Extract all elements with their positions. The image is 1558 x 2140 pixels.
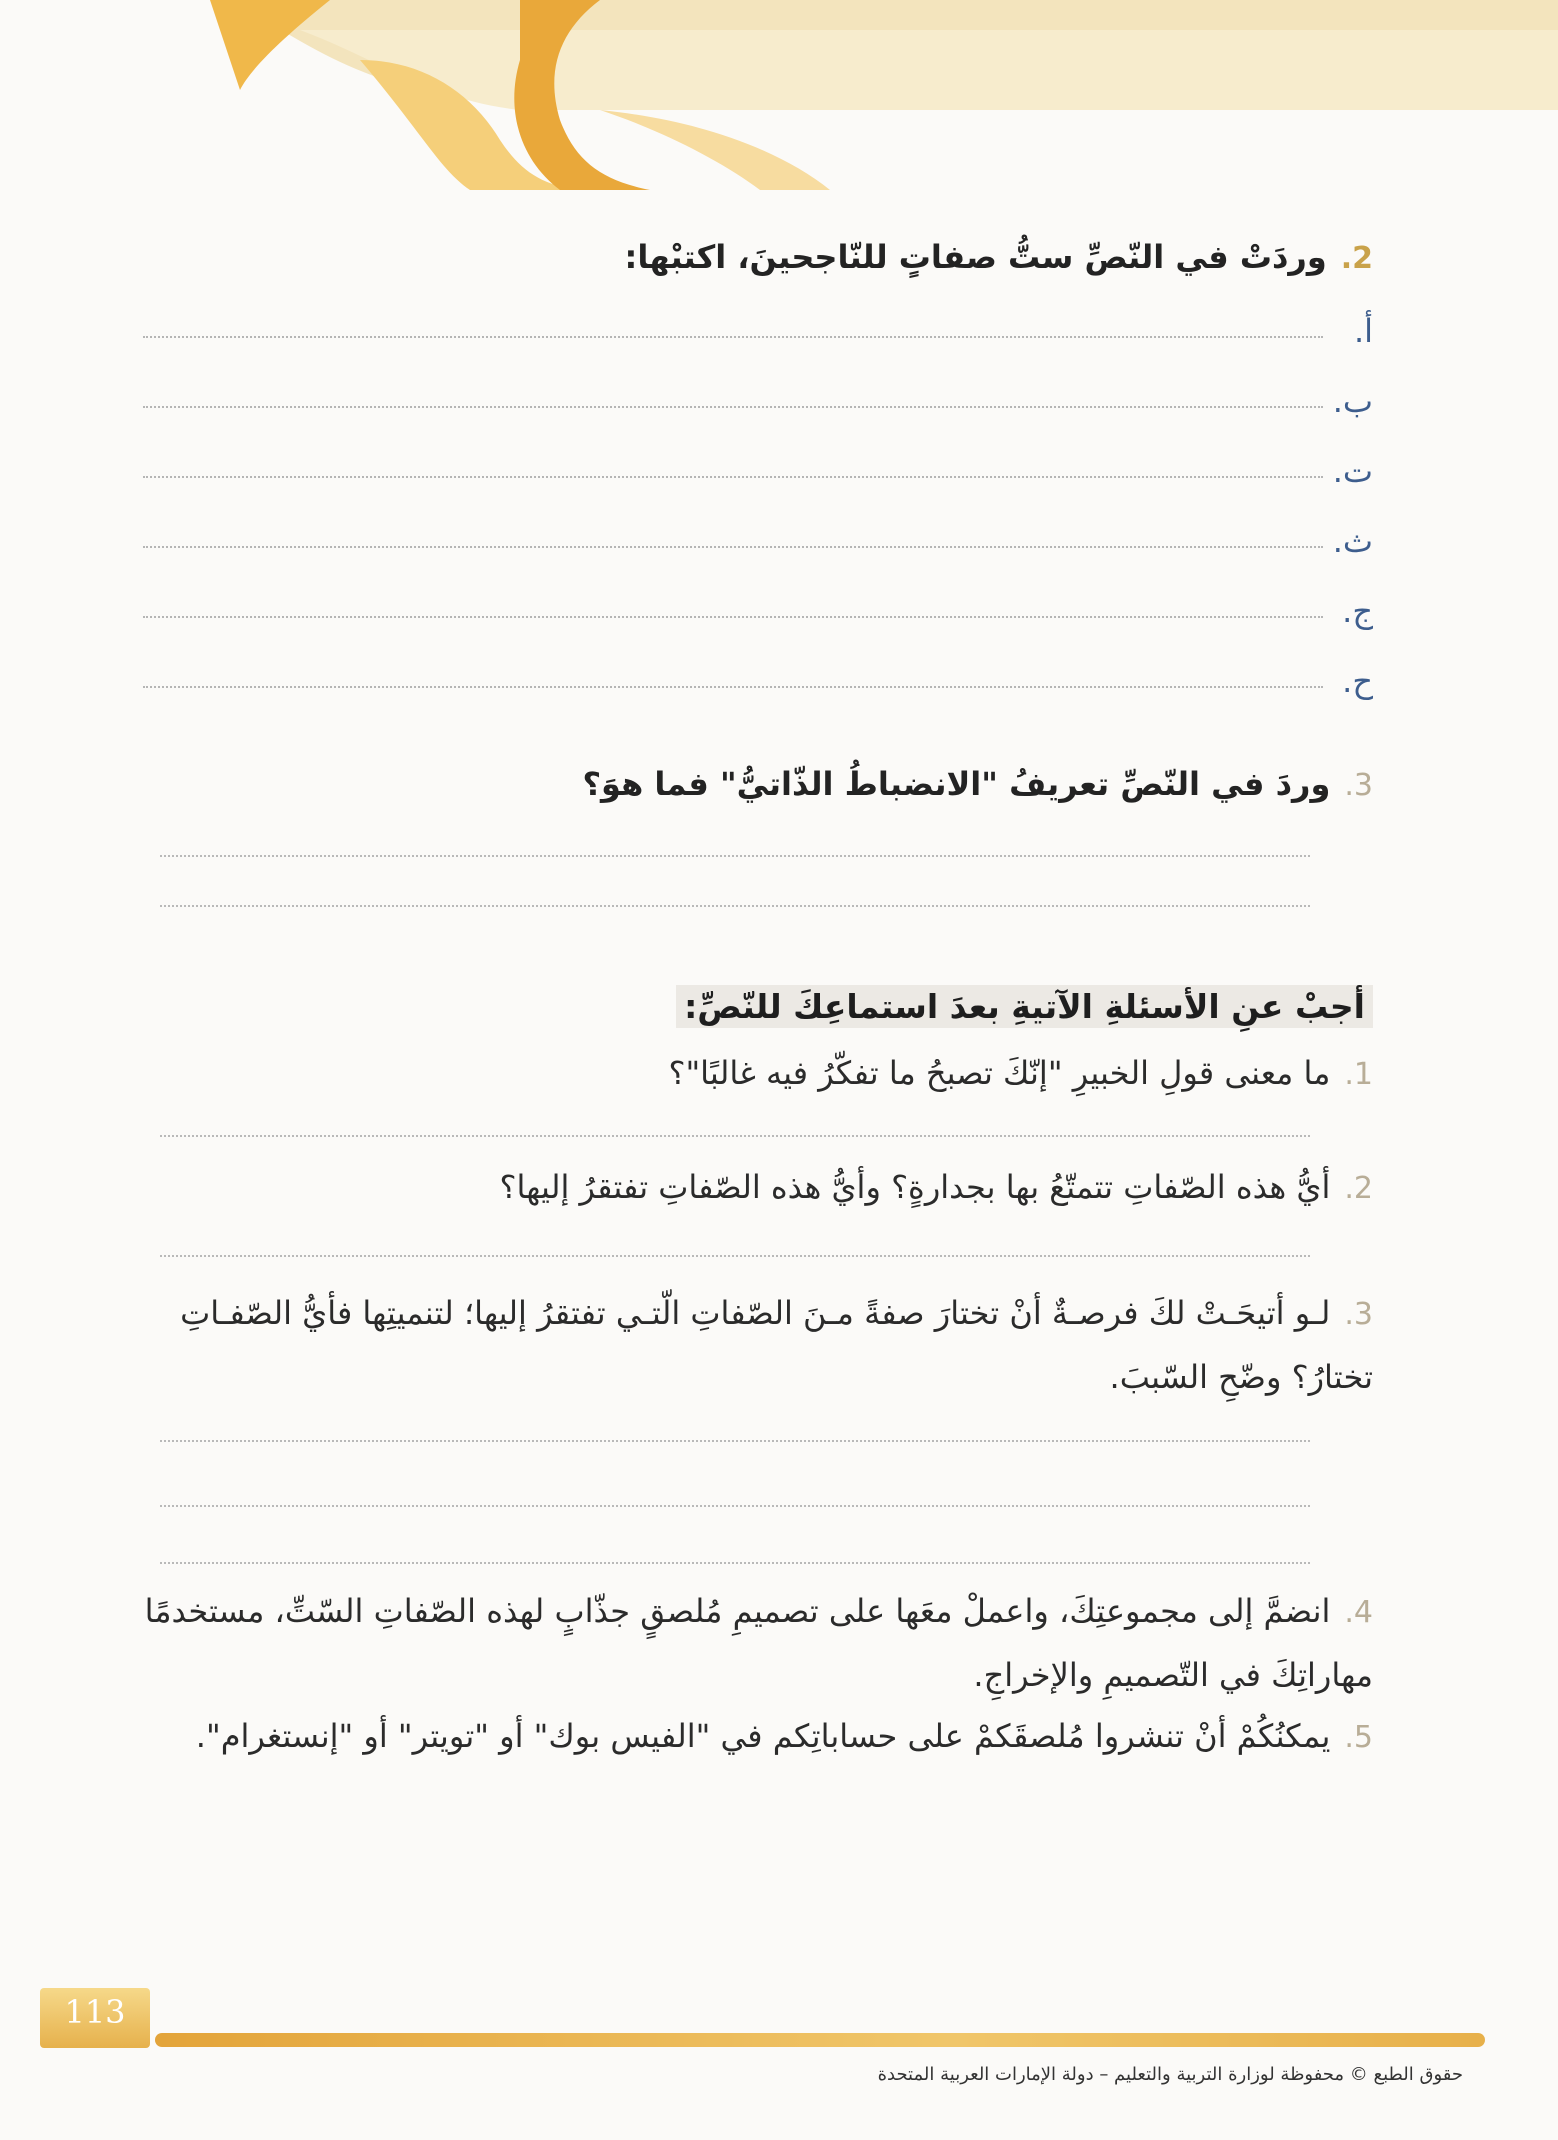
listening-question-3 <box>143 1282 1373 1408</box>
answer-line[interactable] <box>160 1255 1310 1257</box>
answer-line[interactable] <box>160 1440 1310 1442</box>
question-text: أيُّ هذه الصّفاتِ تتمتّعُ بها بجدارةٍ؟ وأيُّ هذه الصّفاتِ تفتقرُ إليها؟ <box>499 1168 1331 1206</box>
answer-letter: أ. <box>1353 312 1373 350</box>
answer-line[interactable] <box>160 1135 1310 1137</box>
answer-line-t[interactable] <box>143 440 1373 490</box>
question-2-heading <box>625 238 1373 276</box>
footer-bar <box>155 2033 1485 2047</box>
answer-line[interactable] <box>160 1562 1310 1564</box>
page-number: 113 <box>64 1993 126 2031</box>
answer-line-th[interactable] <box>143 510 1373 560</box>
question-text: يمكنُكُمْ أنْ تنشروا مُلصقَكمْ على حساباتِكم في "الفيس بوك" أو "تويتر" أو "إنستغرام". <box>195 1717 1331 1755</box>
dotted-line <box>143 406 1323 408</box>
question-text: لـو أتيحَـتْ لكَ فرصـةٌ أنْ تختارَ صفةً مـنَ الصّفاتِ الّتـي تفتقرُ إليها؛ لتنميتِها فأيُّ الصّفـاتِ تختارُ؟ وضّحِ السّببَ. <box>180 1294 1373 1396</box>
answer-letter: ب. <box>1332 382 1373 420</box>
listening-question-5 <box>143 1705 1373 1769</box>
question-text: وردَ في النّصِّ تعريفُ "الانضباطُ الذّاتيُّ" فما هوَ؟ <box>582 765 1331 803</box>
answer-letter: ت. <box>1332 452 1373 490</box>
question-number: 2. <box>1340 241 1373 276</box>
answer-letter: ج. <box>1342 592 1373 630</box>
answer-line-b[interactable] <box>143 370 1373 420</box>
answer-line[interactable] <box>160 855 1310 857</box>
listening-question-2 <box>143 1156 1373 1220</box>
dotted-line <box>143 476 1323 478</box>
copyright-notice: حقوق الطبع © محفوظة لوزارة التربية والتعليم – دولة الإمارات العربية المتحدة <box>877 2064 1463 2085</box>
answer-letter: ث. <box>1332 522 1373 560</box>
answer-line-j[interactable] <box>143 580 1373 630</box>
dotted-line <box>143 546 1323 548</box>
listening-question-1 <box>143 1042 1373 1106</box>
section-title: أجبْ عنِ الأسئلةِ الآتيةِ بعدَ استماعِكَ للنّصِّ: <box>676 985 1373 1028</box>
answer-line[interactable] <box>160 905 1310 907</box>
question-text: انضمَّ إلى مجموعتِكَ، واعملْ معَها على تصميمِ مُلصقٍ جذّابٍ لهذه الصّفاتِ السّتِّ، مستخدمًا مهاراتِكَ في التّصميمِ والإخراجِ. <box>144 1592 1373 1694</box>
question-3-heading <box>582 765 1373 803</box>
answer-letter: ح. <box>1342 662 1373 700</box>
dotted-line <box>143 616 1323 618</box>
question-number: 4. <box>1344 1595 1373 1630</box>
header-decoration <box>0 0 1558 220</box>
question-number: 3. <box>1344 1297 1373 1332</box>
dotted-line <box>143 686 1323 688</box>
question-number: 2. <box>1344 1171 1373 1206</box>
question-number: 1. <box>1344 1057 1373 1092</box>
answer-line-a[interactable] <box>143 300 1373 350</box>
answer-line-h[interactable] <box>143 650 1373 700</box>
answer-line[interactable] <box>160 1505 1310 1507</box>
question-text: وردَتْ في النّصِّ ستُّ صفاتٍ للنّاجحينَ، اكتبْها: <box>624 238 1327 276</box>
question-number: 5. <box>1344 1720 1373 1755</box>
question-number: 3. <box>1344 768 1373 803</box>
question-text: ما معنى قولِ الخبيرِ "إنّكَ تصبحُ ما تفكّرُ فيه غالبًا"؟ <box>668 1054 1331 1092</box>
listening-question-4 <box>143 1580 1373 1706</box>
dotted-line <box>143 336 1323 338</box>
